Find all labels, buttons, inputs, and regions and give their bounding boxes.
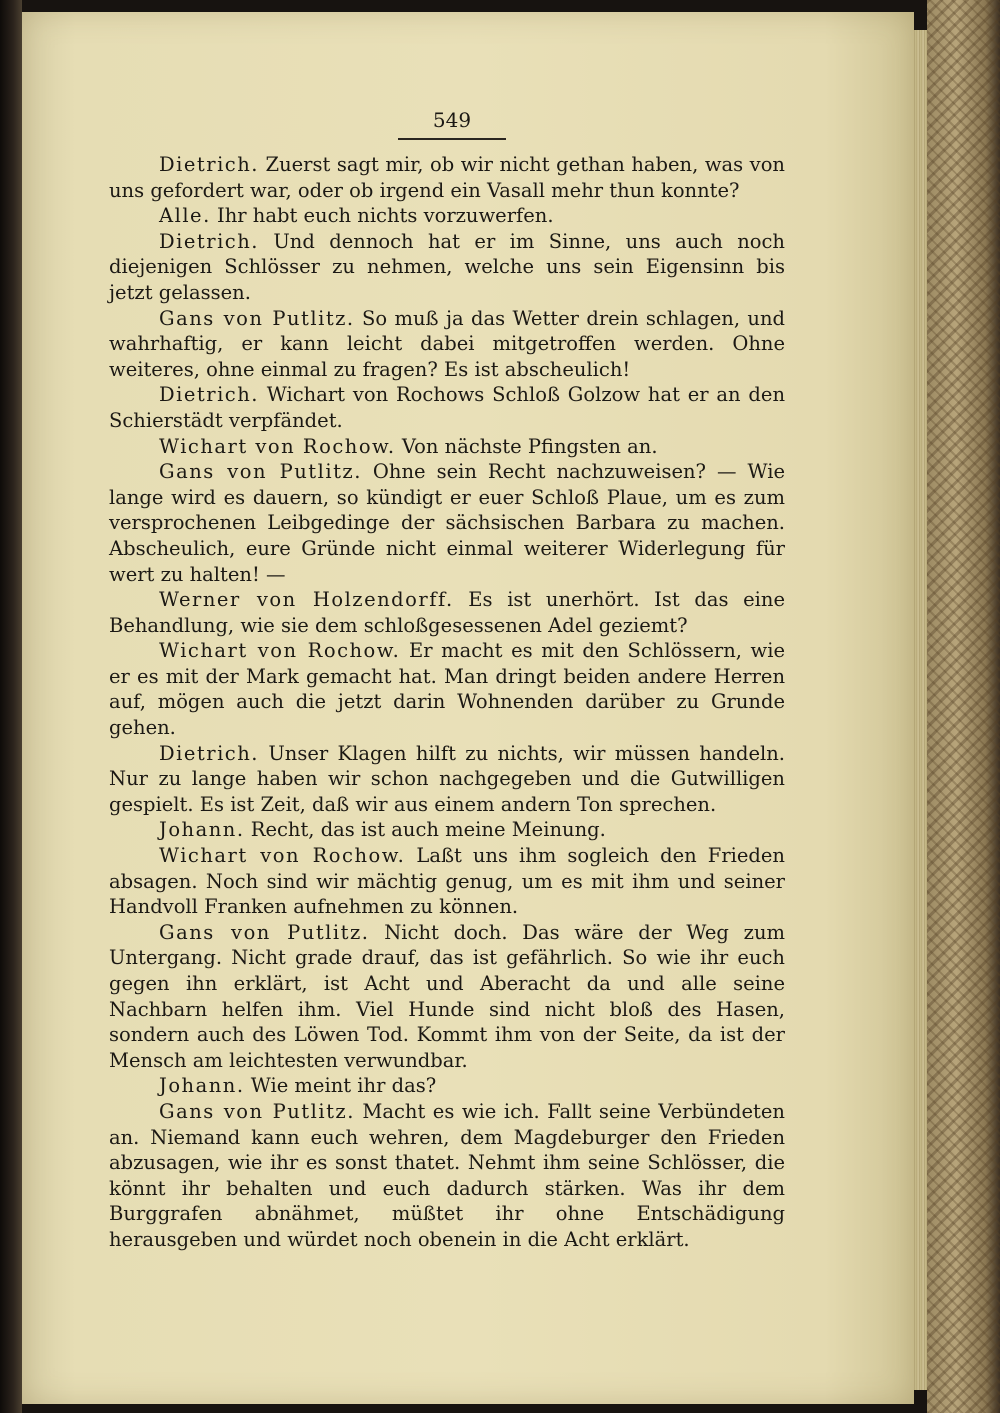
dialogue-text: Und dennoch hat er im Sinne, uns auch noch diejenigen Schlösser zu nehmen, welche uns sein Eigensinn bis jetzt gelassen. <box>109 229 785 304</box>
speaker-name: Dietrich. <box>159 383 259 407</box>
dialogue-text: Laßt uns ihm sogleich den Frieden absagen. Noch sind wir mächtig genug, um es mit ihm und seiner Handvoll Franken aufnehmen zu können. <box>109 844 785 919</box>
dialogue-text: Wichart von Rochows Schloß Golzow hat er an den Schierstädt verpfändet. <box>109 383 785 432</box>
dialogue-text: Zuerst sagt mir, ob wir nicht gethan haben, was von uns gefordert war, oder ob irgend ein Vasall mehr thun konnte? <box>109 153 785 202</box>
dialogue-text: Wie meint ihr das? <box>244 1074 437 1098</box>
book-cover-edge <box>927 0 1000 1413</box>
speaker-name: Alle. <box>159 204 211 228</box>
dialogue-paragraph <box>109 587 785 638</box>
speaker-name: Dietrich. <box>159 153 259 176</box>
dialogue-text: Macht es wie ich. Fallt seine Verbündeten an. Niemand kann euch wehren, dem Magdeburger den Frieden abzusagen, wie ihr es sonst thatet. Nehmt ihm seine Schlösser, die könnt ihr behalten und euch dadurch stärken. Was ihr dem Burggrafen abnähmet, müßtet ihr ohne Entschädigung herausgeben und würdet noch obenein in die Acht erklärt. <box>109 1099 785 1251</box>
dialogue-paragraph <box>109 741 785 818</box>
dialogue-paragraph <box>109 306 785 383</box>
speaker-name: Werner von Holzendorff. <box>159 588 454 612</box>
page-number: 549 <box>432 108 472 132</box>
dialogue-text: So muß ja das Wetter drein schlagen, und wahrhaftig, er kann leicht dabei mitgetroffen werden. Ohne weiteres, ohne einmal zu fragen? Es ist abscheulich! <box>109 306 785 381</box>
dialogue-text: Ohne sein Recht nachzuweisen? — Wie lange wird es dauern, so kündigt er euer Schloß Plaue, um es zum versprochenen Leibgedinge der sächsischen Barbara zu machen. Abscheulich, eure Gründe nicht einmal weiterer Widerlegung für wert zu halten! — <box>109 460 785 586</box>
dialogue-paragraph <box>109 152 785 203</box>
speaker-name: Gans von Putlitz. <box>159 306 355 330</box>
dialogue-paragraph <box>109 459 785 587</box>
dialogue-text: Ihr habt euch nichts vorzuwerfen. <box>210 204 554 228</box>
dialogue-paragraph <box>109 1099 785 1253</box>
speaker-name: Gans von Putlitz. <box>159 920 370 944</box>
speaker-name: Wichart von Rochow. <box>159 844 406 868</box>
speaker-name: Dietrich. <box>159 229 259 253</box>
dialogue-text: Recht, das ist auch meine Meinung. <box>244 818 606 842</box>
dialogue-text: Unser Klagen hilft zu nichts, wir müssen handeln. Nur zu lange haben wir schon nachgegeben und die Gutwilligen gespielt. Es ist Zeit, daß wir aus einem andern Ton sprechen. <box>109 741 785 816</box>
dialogue-paragraph <box>109 817 785 843</box>
speaker-name: Wichart von Rochow. <box>159 434 396 458</box>
speaker-name: Gans von Putlitz. <box>159 460 362 484</box>
dialogue-paragraph <box>109 382 785 433</box>
left-binding-edge <box>0 0 22 1413</box>
dialogue-text: Es ist unerhört. Ist das eine Behandlung, wie sie dem schloßgesessenen Adel geziemt? <box>109 588 785 637</box>
speaker-name: Johann. <box>159 818 245 842</box>
speaker-name: Johann. <box>159 1074 245 1098</box>
speaker-name: Wichart von Rochow. <box>159 639 401 663</box>
page-text-body <box>109 152 785 1253</box>
dialogue-paragraph <box>109 1073 785 1099</box>
dialogue-paragraph <box>109 203 785 229</box>
dialogue-text: Er macht es mit den Schlössern, wie er es mit der Mark gemacht hat. Man dringt beiden andere Herren auf, mögen auch die jetzt darin Wohnenden darüber zu Grunde gehen. <box>109 639 785 740</box>
dialogue-text: Nicht doch. Das wäre der Weg zum Untergang. Nicht grade drauf, das ist gefährlich. So wie ihr euch gegen ihn erklärt, ist Acht und Aberacht da und alle seine Nachbarn helfen ihm. Viel Hunde sind nicht bloß des Hasen, sondern auch des Löwen Tod. Kommt ihm von der Seite, da ist der Mensch am leichtesten verwundbar. <box>109 920 786 1072</box>
page-number-rule <box>398 138 506 140</box>
speaker-name: Gans von Putlitz. <box>159 1099 355 1123</box>
dialogue-paragraph <box>109 920 785 1074</box>
dialogue-paragraph <box>109 434 785 460</box>
dialogue-paragraph <box>109 843 785 920</box>
dialogue-paragraph <box>109 638 785 740</box>
dialogue-text: Von nächste Pfingsten an. <box>395 434 658 458</box>
dialogue-paragraph <box>109 229 785 306</box>
speaker-name: Dietrich. <box>159 741 259 765</box>
